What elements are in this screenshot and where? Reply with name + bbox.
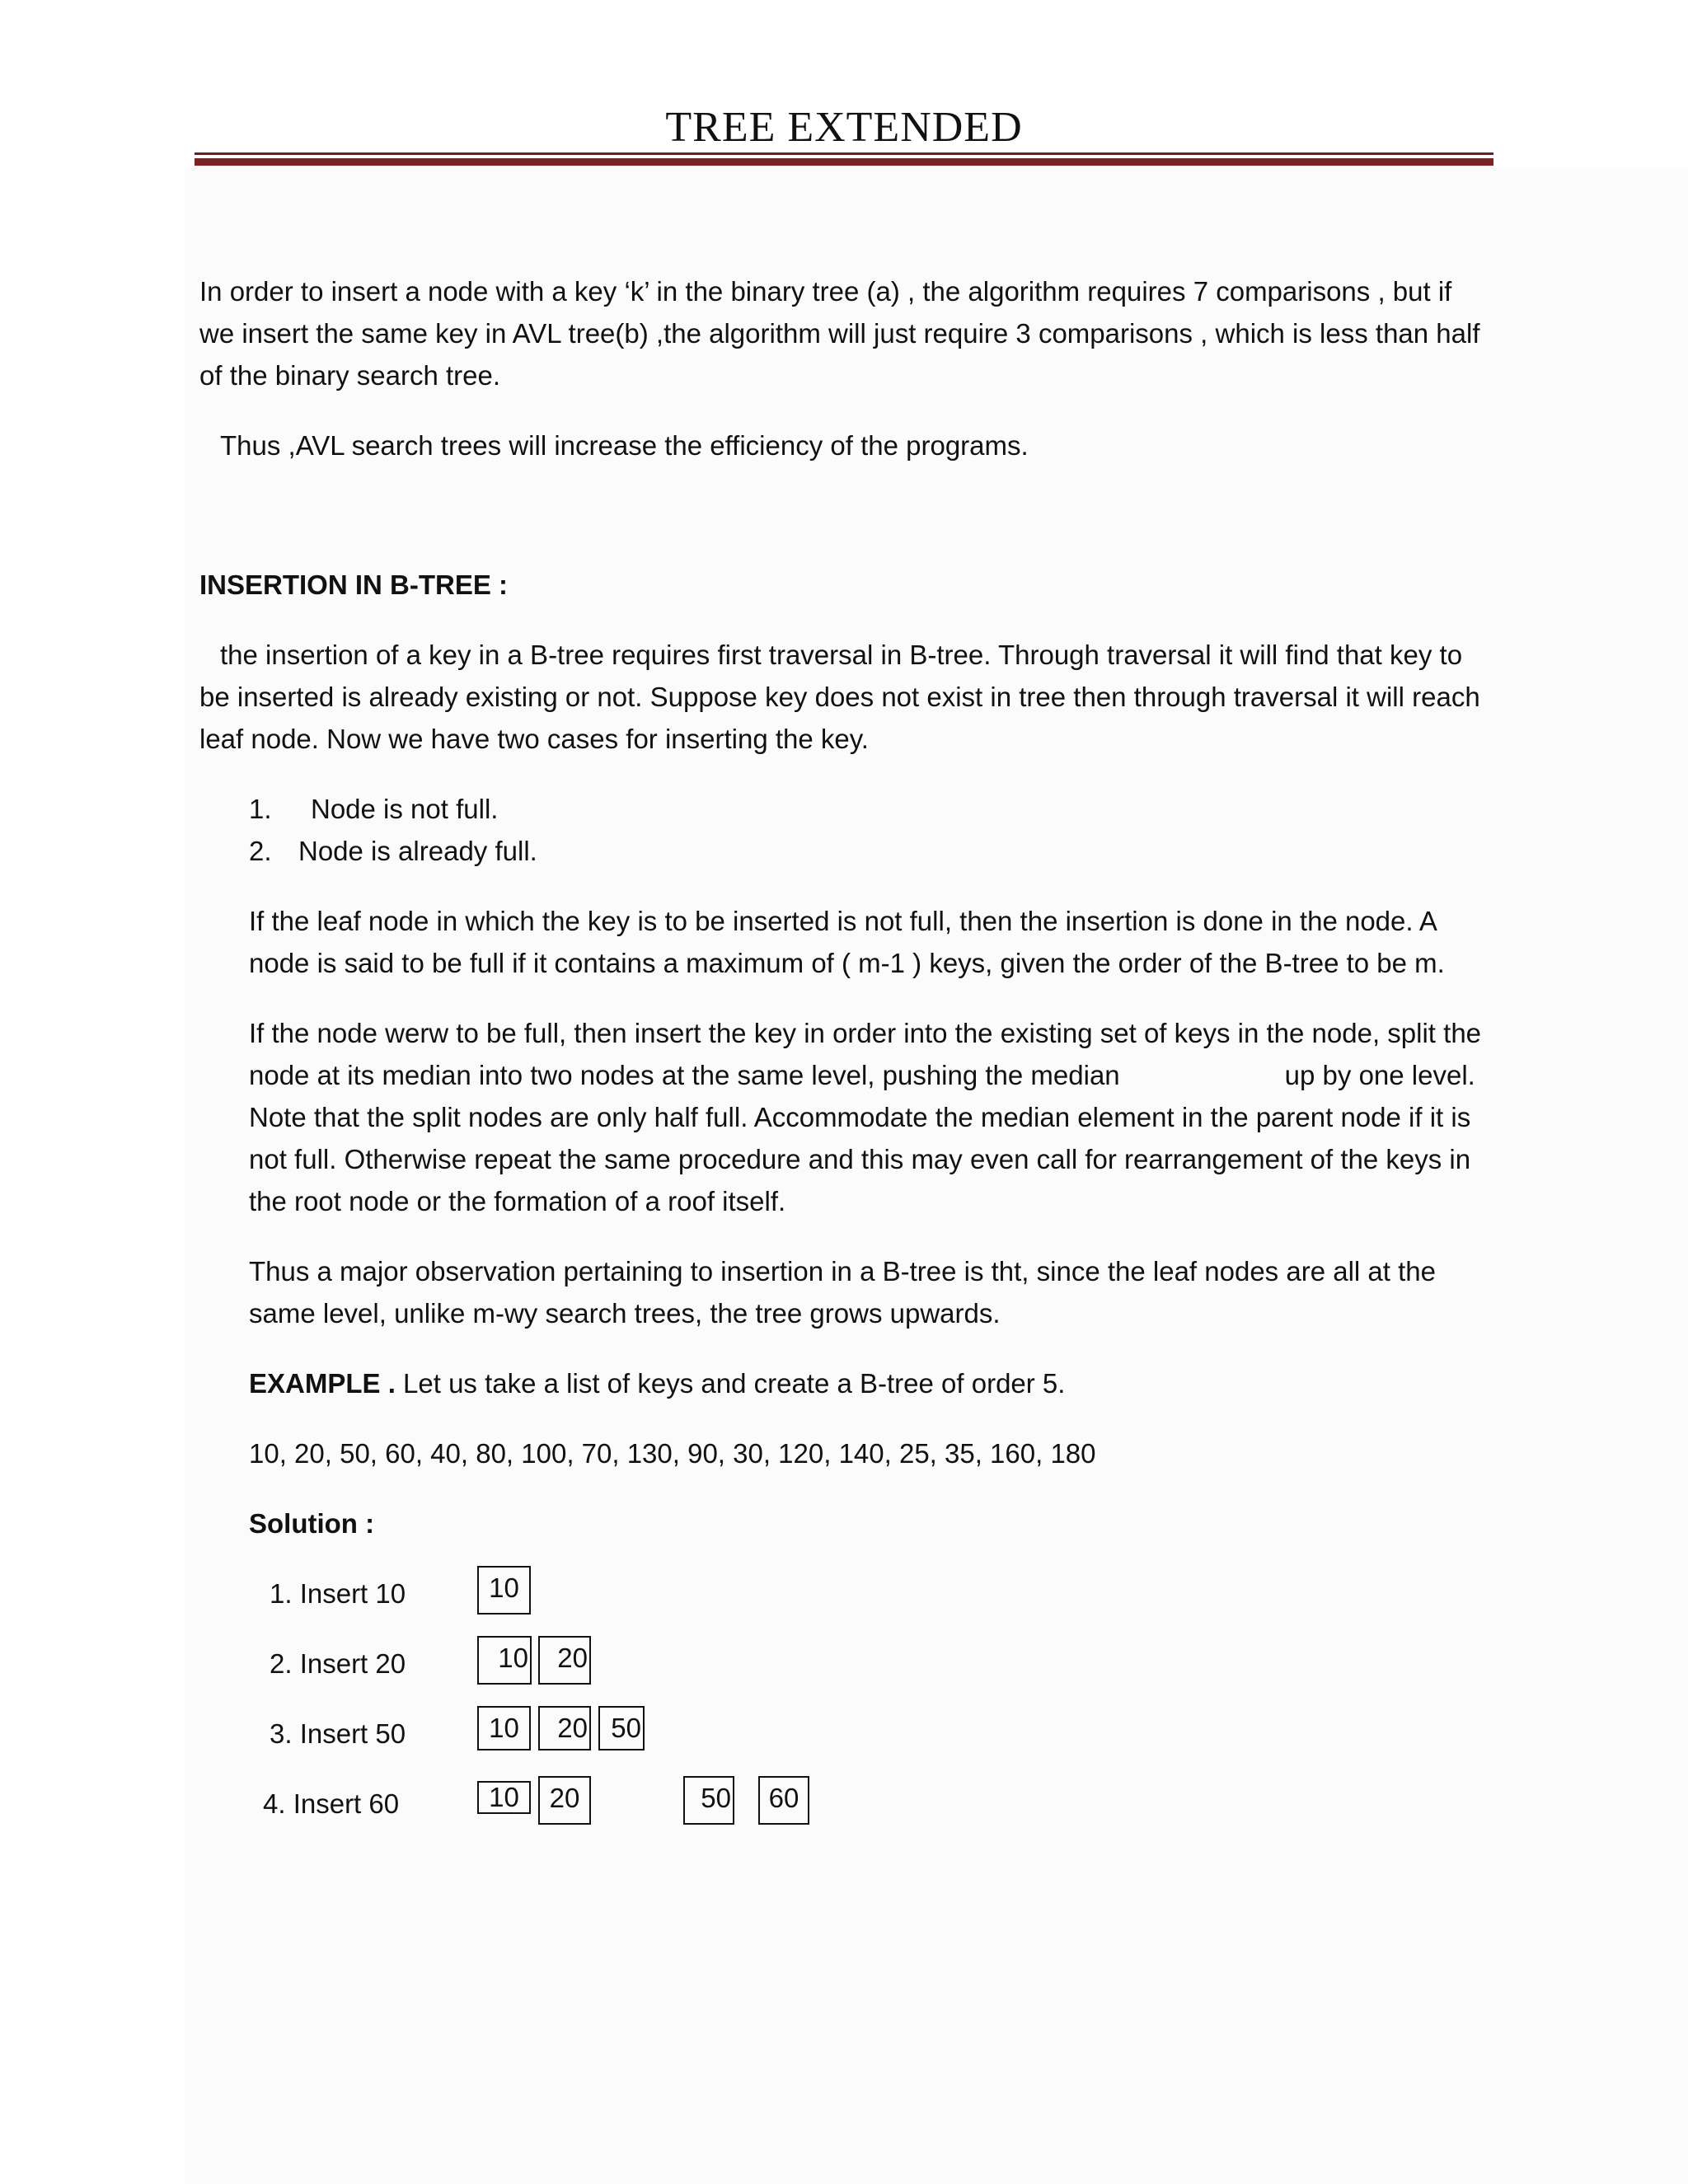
list-item-text: Node is already full. [298, 836, 537, 866]
solution-steps [249, 1572, 1493, 1853]
full-node-text-part2: up by one level. Note that the split nodes are only half full. Accommodate the median element in the parent node if it is not full. Otherwise repeat the same procedure and this may even call for rearrangement of the keys in the root node or the formation of a roof itself. [249, 1060, 1475, 1216]
step-label: 1. Insert 10 [270, 1578, 406, 1609]
key-box: 10 [477, 1636, 532, 1685]
step-label: 3. Insert 50 [270, 1718, 406, 1749]
key-box: 10 [477, 1566, 531, 1615]
key-box: 10 [477, 1781, 531, 1814]
list-item-text: Node is not full. [311, 794, 499, 824]
example-text: Let us take a list of keys and create a B-tree of order 5. [403, 1368, 1066, 1399]
avl-conclusion-paragraph: Thus ,AVL search trees will increase the efficiency of the programs. [220, 430, 1029, 461]
section-heading: INSERTION IN B-TREE : [199, 569, 509, 600]
example-paragraph [249, 1362, 1493, 1404]
full-node-text-part1: If the node werw to be full, then insert the key in order into the existing set of keys in the node, split the node at its median into two nodes at the same level, pushing the median [249, 1018, 1482, 1090]
step-label: 2. Insert 20 [270, 1648, 406, 1679]
step-row [249, 1783, 1493, 1853]
full-node-paragraph [249, 1012, 1493, 1222]
title-rule-thick [195, 158, 1493, 166]
observation-paragraph: Thus a major observation pertaining to insertion in a B-tree is tht, since the leaf nodes are all at the same level, unlike m-wy search trees, the tree grows upwards. [249, 1256, 1436, 1329]
key-box: 20 [538, 1776, 591, 1825]
step-row [249, 1713, 1493, 1783]
page-title: TREE EXTENDED [665, 104, 1023, 151]
example-label: EXAMPLE . [249, 1368, 396, 1399]
intro-paragraph: In order to insert a node with a key ‘k’ in the binary tree (a) , the algorithm requires 7 comparisons , but if we insert the same key in AVL tree(b) ,the algorithm will just require 3 comparisons , which is less than half of the binary search tree. [199, 276, 1480, 391]
step-row [249, 1572, 1493, 1643]
list-item-number: 1. [249, 794, 272, 824]
key-box: 50 [683, 1776, 734, 1825]
list-item [249, 788, 1493, 830]
key-box: 50 [598, 1706, 645, 1750]
key-box: 10 [477, 1706, 531, 1750]
document-body [199, 270, 1493, 1853]
insertion-paragraph: the insertion of a key in a B-tree requires first traversal in B-tree. Through traversal it will find that key to be inserted is already existing or not. Suppose key does not exist in tree then through traversal it will reach leaf node. Now we have two cases for inserting the key. [199, 640, 1480, 754]
cases-list [249, 788, 1493, 872]
list-item [249, 830, 1493, 872]
not-full-paragraph: If the leaf node in which the key is to be inserted is not full, then the insertion is done in the node. A node is said to be full if it contains a maximum of ( m-1 ) keys, given the order of the B-tree to be m. [249, 906, 1445, 978]
step-row [249, 1643, 1493, 1713]
key-box: 60 [758, 1776, 809, 1825]
solution-label: Solution : [249, 1508, 375, 1539]
key-list: 10, 20, 50, 60, 40, 80, 100, 70, 130, 90, 30, 120, 140, 25, 35, 160, 180 [249, 1438, 1096, 1469]
list-item-number: 2. [249, 836, 272, 866]
step-label: 4. Insert 60 [263, 1788, 400, 1819]
key-box: 20 [538, 1636, 591, 1685]
key-box: 20 [538, 1706, 591, 1750]
title-rule-thin [195, 152, 1493, 155]
